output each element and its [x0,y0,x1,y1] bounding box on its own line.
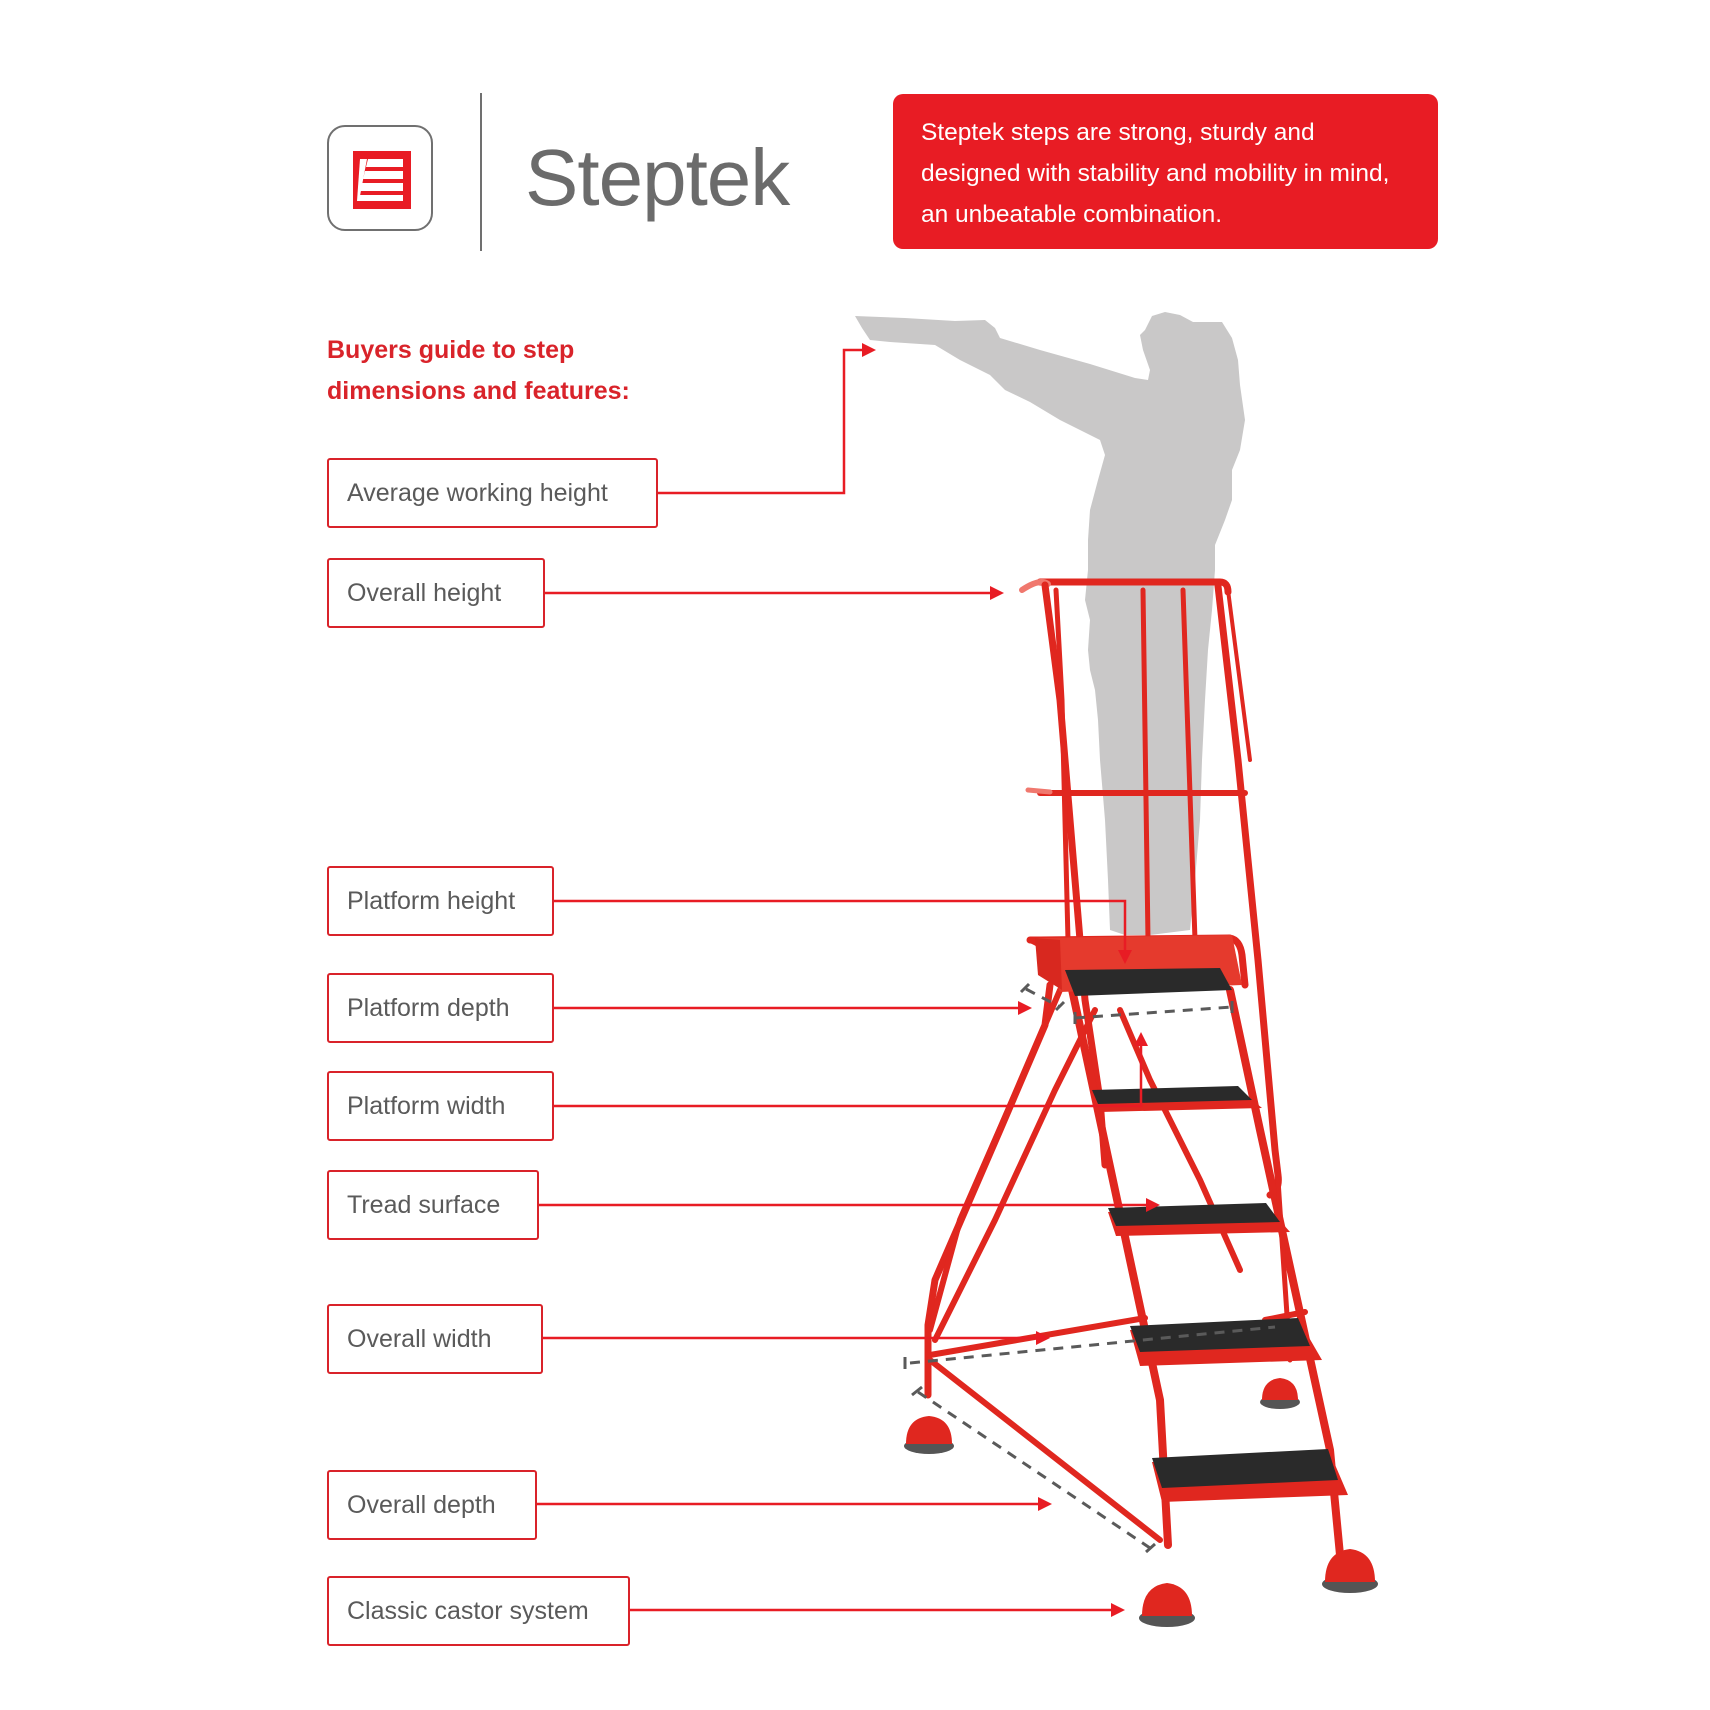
callout-label: Classic castor system [347,1596,589,1625]
callout-tread-surface [327,1170,539,1240]
intro-text: Steptek steps are strong, sturdy and designed with stability and mobility in mind, an unbeatable combination. [921,119,1390,228]
callout-label: Platform depth [347,993,510,1022]
callout-label: Overall height [347,578,502,607]
platform [1035,935,1242,996]
callout-platform-width [327,1071,554,1141]
callout-label: Platform width [347,1091,506,1120]
callout-label: Overall width [347,1324,492,1353]
callout-platform-depth [327,973,554,1043]
brand-name: Steptek [525,133,790,222]
callout-average-working-height [327,458,658,528]
guide-title: Buyers guide to step dimensions and features: [327,336,630,405]
castor-feet [904,1378,1378,1627]
callout-overall-width [327,1304,543,1374]
callout-platform-height [327,866,554,936]
arrow-platform-width-icon [1134,1032,1148,1046]
step-treads [1092,1086,1348,1502]
callout-label: Tread surface [347,1190,501,1219]
arrow-average-working-height-icon [862,343,876,357]
callout-label: Overall depth [347,1490,496,1519]
arrow-platform-depth-icon [1018,1001,1032,1015]
callout-classic-castor-system [327,1576,630,1646]
callout-overall-depth [327,1470,537,1540]
arrow-overall-height-icon [990,586,1004,600]
arrow-castor-icon [1111,1603,1125,1617]
callout-overall-height [327,558,545,628]
callout-label: Average working height [347,478,608,507]
callout-label: Platform height [347,886,516,915]
arrow-overall-depth-icon [1038,1497,1052,1511]
